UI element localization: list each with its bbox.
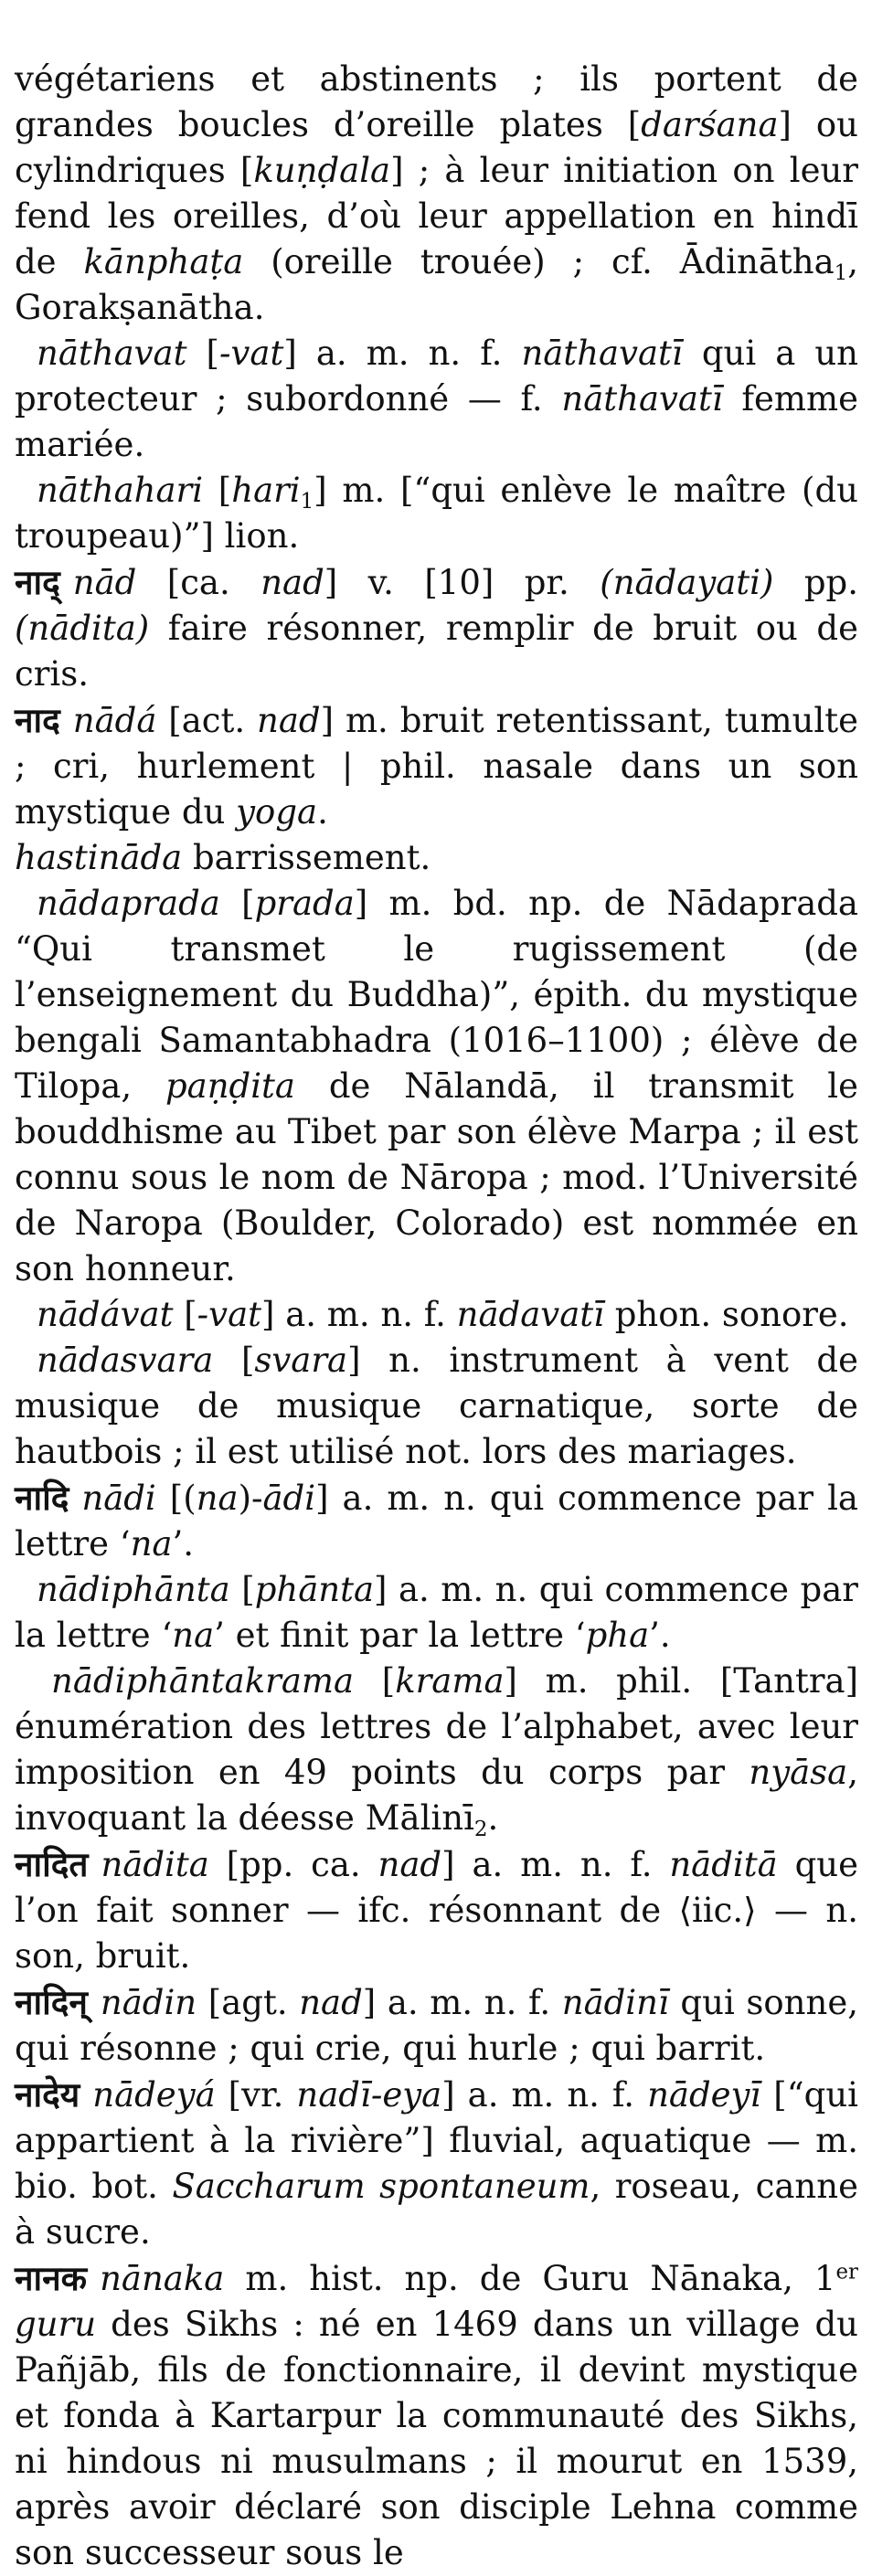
italic-term: nādavatī bbox=[456, 1295, 604, 1334]
entry-text: [ bbox=[219, 884, 255, 923]
devanagari-headword: नाद् bbox=[15, 562, 60, 602]
entry-text: barrissement. bbox=[182, 838, 431, 877]
italic-term: nad bbox=[257, 701, 321, 740]
subscript: 2 bbox=[473, 1817, 488, 1841]
subscript: 1 bbox=[834, 260, 848, 285]
entry-text: ] ou cylindriques [ bbox=[15, 105, 858, 190]
italic-term: paṇḍita bbox=[165, 1066, 295, 1106]
entry-text: , Gorakṣanātha. bbox=[15, 242, 858, 327]
entry-text: de Nālandā, il transmit le bouddhisme au Tibet par son élève Marpa ; il est connu sous le nom de Nāropa ; mod. l’Université de Naropa (Boulder, Colorado) est nommée en son honneur. bbox=[15, 1066, 859, 1288]
entry-nadasvara bbox=[15, 1338, 858, 1475]
entry-text: ’. bbox=[172, 1524, 194, 1564]
entry-text: [ bbox=[354, 1661, 396, 1701]
entry-text: [act. bbox=[156, 701, 258, 740]
entry-text: ’ et finit par la lettre ‘ bbox=[214, 1616, 586, 1655]
entry-text: [ bbox=[186, 334, 219, 373]
devanagari-headword: नादि bbox=[15, 1478, 69, 1518]
entry-text: que l’on fait sonner — ifc. résonnant de ⟨iic.⟩ — n. son, bruit. bbox=[15, 1845, 858, 1976]
entry-nadi bbox=[15, 1475, 858, 1567]
italic-term: nādaprada bbox=[37, 884, 220, 923]
entry-text: [( bbox=[155, 1479, 197, 1518]
entry-text: [ bbox=[213, 1341, 255, 1380]
entry-text: ] m. phil. [Tantra] énumération des lettres de l’alphabet, avec leur imposition en 49 points du corps par bbox=[15, 1661, 859, 1792]
entry-text: (oreille trouée) ; cf. Ādinātha bbox=[243, 242, 835, 281]
italic-term: nādávat bbox=[37, 1295, 174, 1334]
entry-nadita bbox=[15, 1841, 858, 1979]
entry-text: qui a un protecteur ; subordonné — f. bbox=[15, 334, 859, 419]
italic-term: -vat bbox=[197, 1295, 262, 1334]
entry-text: [ bbox=[173, 1295, 197, 1334]
devanagari-headword: नादेय bbox=[15, 2074, 80, 2115]
italic-term: ādi bbox=[262, 1479, 316, 1518]
italic-term: guru bbox=[15, 2305, 97, 2344]
italic-term: hari bbox=[231, 471, 301, 510]
entry-nathahari bbox=[15, 468, 858, 559]
italic-term: na bbox=[172, 1616, 215, 1655]
entry-text: ] n. instrument à vent de musique de musique carnatique, sorte de hautbois ; il est utilisé not. lors des mariages. bbox=[15, 1341, 858, 1471]
entry-text: ] m. bruit retentissant, tumulte ; cri, hurlement | phil. nasale dans un son mystique du bbox=[15, 701, 858, 832]
italic-term: hastināda bbox=[15, 838, 183, 877]
entry-text: )- bbox=[238, 1479, 263, 1518]
entry-nadavat bbox=[15, 1292, 858, 1338]
italic-term: yoga bbox=[236, 792, 318, 832]
entry-text: des Sikhs : né en 1469 dans un village du Pañjāb, fils de fonctionnaire, il devint mystique et fonda à Kartarpur la communauté des Sikhs, ni hindous ni musulmans ; il mourut en 1539, après avoir déclaré son disciple Lehna comme son successeur sous le bbox=[15, 2305, 858, 2572]
italic-term: na bbox=[196, 1479, 239, 1518]
superscript: er bbox=[835, 2260, 858, 2284]
entry-text: [pp. ca. bbox=[208, 1845, 378, 1884]
italic-term: nāthavat bbox=[37, 334, 187, 373]
entry-kanphata_tail bbox=[15, 57, 858, 331]
italic-term: nad bbox=[260, 563, 324, 602]
entry-text: [vr. bbox=[215, 2075, 297, 2115]
italic-term: kuṇḍala bbox=[253, 151, 391, 190]
entry-text: m. hist. np. de Guru Nānaka, 1 bbox=[224, 2259, 836, 2298]
devanagari-headword: नानक bbox=[15, 2258, 88, 2298]
entry-text: ] m. [“qui enlève le maître (du troupeau)”] lion. bbox=[15, 471, 858, 556]
devanagari-headword: नाद bbox=[15, 700, 60, 740]
entry-text: [ bbox=[203, 471, 232, 510]
italic-term: nāthavatī bbox=[521, 334, 683, 373]
entry-text: [ bbox=[229, 1570, 255, 1609]
entry-text: . bbox=[487, 1798, 499, 1838]
italic-term: krama bbox=[395, 1661, 505, 1701]
entry-text: pp. bbox=[773, 563, 859, 602]
italic-term: nādin bbox=[100, 1983, 197, 2022]
entry-text: ] v. [10] pr. bbox=[324, 563, 601, 602]
italic-term: kānphaṭa bbox=[83, 242, 244, 281]
entry-text: ] ; à leur initiation on leur fend les oreilles, d’où leur appellation en hindī de bbox=[15, 151, 858, 281]
subscript: 1 bbox=[300, 489, 314, 514]
entry-text: [ca. bbox=[136, 563, 261, 602]
entry-text: phon. sonore. bbox=[603, 1295, 849, 1334]
italic-term: nādiphānta bbox=[37, 1570, 230, 1609]
italic-term: nādeyī bbox=[647, 2075, 761, 2115]
entry-nathavat bbox=[15, 331, 858, 468]
italic-term: nād bbox=[72, 563, 137, 602]
italic-term: nad bbox=[299, 1983, 363, 2022]
entry-text: ] a. m. n. f. bbox=[261, 1295, 457, 1334]
italic-term: nyāsa bbox=[749, 1753, 848, 1792]
italic-term: nādiphāntakrama bbox=[51, 1661, 355, 1701]
entry-text: ] a. m. n. f. bbox=[283, 334, 522, 373]
italic-term: nādinī bbox=[561, 1983, 669, 2022]
italic-term: nāthahari bbox=[37, 471, 204, 510]
entry-nadaprada bbox=[15, 881, 858, 1292]
italic-term: nad bbox=[377, 1845, 442, 1884]
entry-text: [“qui appartient à la rivière”] fluvial, aquatique — m. bio. bot. bbox=[15, 2075, 859, 2206]
entry-text: ] a. m. n. f. bbox=[441, 1845, 670, 1884]
entry-text: ] a. m. n. f. bbox=[441, 2075, 648, 2115]
entry-nada bbox=[15, 697, 858, 835]
entry-text: faire résonner, remplir de bruit ou de cris. bbox=[15, 609, 858, 694]
entry-nanaka bbox=[15, 2255, 858, 2576]
devanagari-headword: नादिन् bbox=[15, 1982, 88, 2022]
italic-term: nānaka bbox=[100, 2259, 225, 2298]
entry-nadin bbox=[15, 1979, 858, 2072]
entry-text: femme mariée. bbox=[15, 379, 858, 464]
entry-text: . bbox=[317, 792, 328, 832]
entry-text: [agt. bbox=[197, 1983, 300, 2022]
entry-nadiphanta bbox=[15, 1567, 858, 1659]
italic-term: Saccharum spontaneum bbox=[172, 2167, 590, 2206]
entry-text: ] a. m. n. qui commence par la lettre ‘ bbox=[15, 1570, 858, 1655]
italic-term: phānta bbox=[254, 1570, 375, 1609]
italic-term: (nādayati) bbox=[600, 563, 774, 602]
entry-text: végétariens et abstinents ; ils portent de grandes boucles d’oreille plates [ bbox=[15, 59, 858, 144]
entry-text: ’. bbox=[649, 1616, 671, 1655]
entry-nadeya bbox=[15, 2072, 858, 2255]
italic-term: nadī-eya bbox=[296, 2075, 442, 2115]
italic-term: nāditā bbox=[669, 1845, 778, 1884]
italic-term: -vat bbox=[218, 334, 284, 373]
italic-term: darśana bbox=[641, 105, 779, 144]
italic-term: pha bbox=[585, 1616, 650, 1655]
italic-term: nādeyá bbox=[92, 2075, 216, 2115]
entry-text: qui sonne, qui résonne ; qui crie, qui hurle ; qui barrit. bbox=[15, 1983, 858, 2068]
italic-term: nādasvara bbox=[37, 1341, 214, 1380]
entry-text: ] m. bd. np. de Nādaprada “Qui transmet le rugissement (de l’enseignement du Buddha)”, épith. du mystique bengali Samantabhadra (1016–1100) ; élève de Tilopa, bbox=[15, 884, 858, 1106]
italic-term: prada bbox=[254, 884, 355, 923]
entry-text: , invoquant la déesse Mālinī bbox=[15, 1753, 858, 1838]
entry-text: ] a. m. n. qui commence par la lettre ‘ bbox=[15, 1479, 858, 1564]
devanagari-headword: नादित bbox=[15, 1844, 89, 1884]
italic-term: (nādita) bbox=[15, 609, 150, 648]
entry-text: ] a. m. n. f. bbox=[362, 1983, 562, 2022]
italic-term: nādi bbox=[81, 1479, 156, 1518]
italic-term: nādá bbox=[72, 701, 157, 740]
entry-nadiphantakrama bbox=[15, 1659, 858, 1841]
italic-term: nādita bbox=[101, 1845, 209, 1884]
entry-text: , roseau, canne à sucre. bbox=[15, 2167, 858, 2252]
italic-term: nāthavatī bbox=[561, 379, 723, 419]
entry-hastinada bbox=[15, 835, 858, 881]
italic-term: na bbox=[130, 1524, 173, 1564]
entry-nad bbox=[15, 559, 858, 697]
italic-term: svara bbox=[254, 1341, 348, 1380]
